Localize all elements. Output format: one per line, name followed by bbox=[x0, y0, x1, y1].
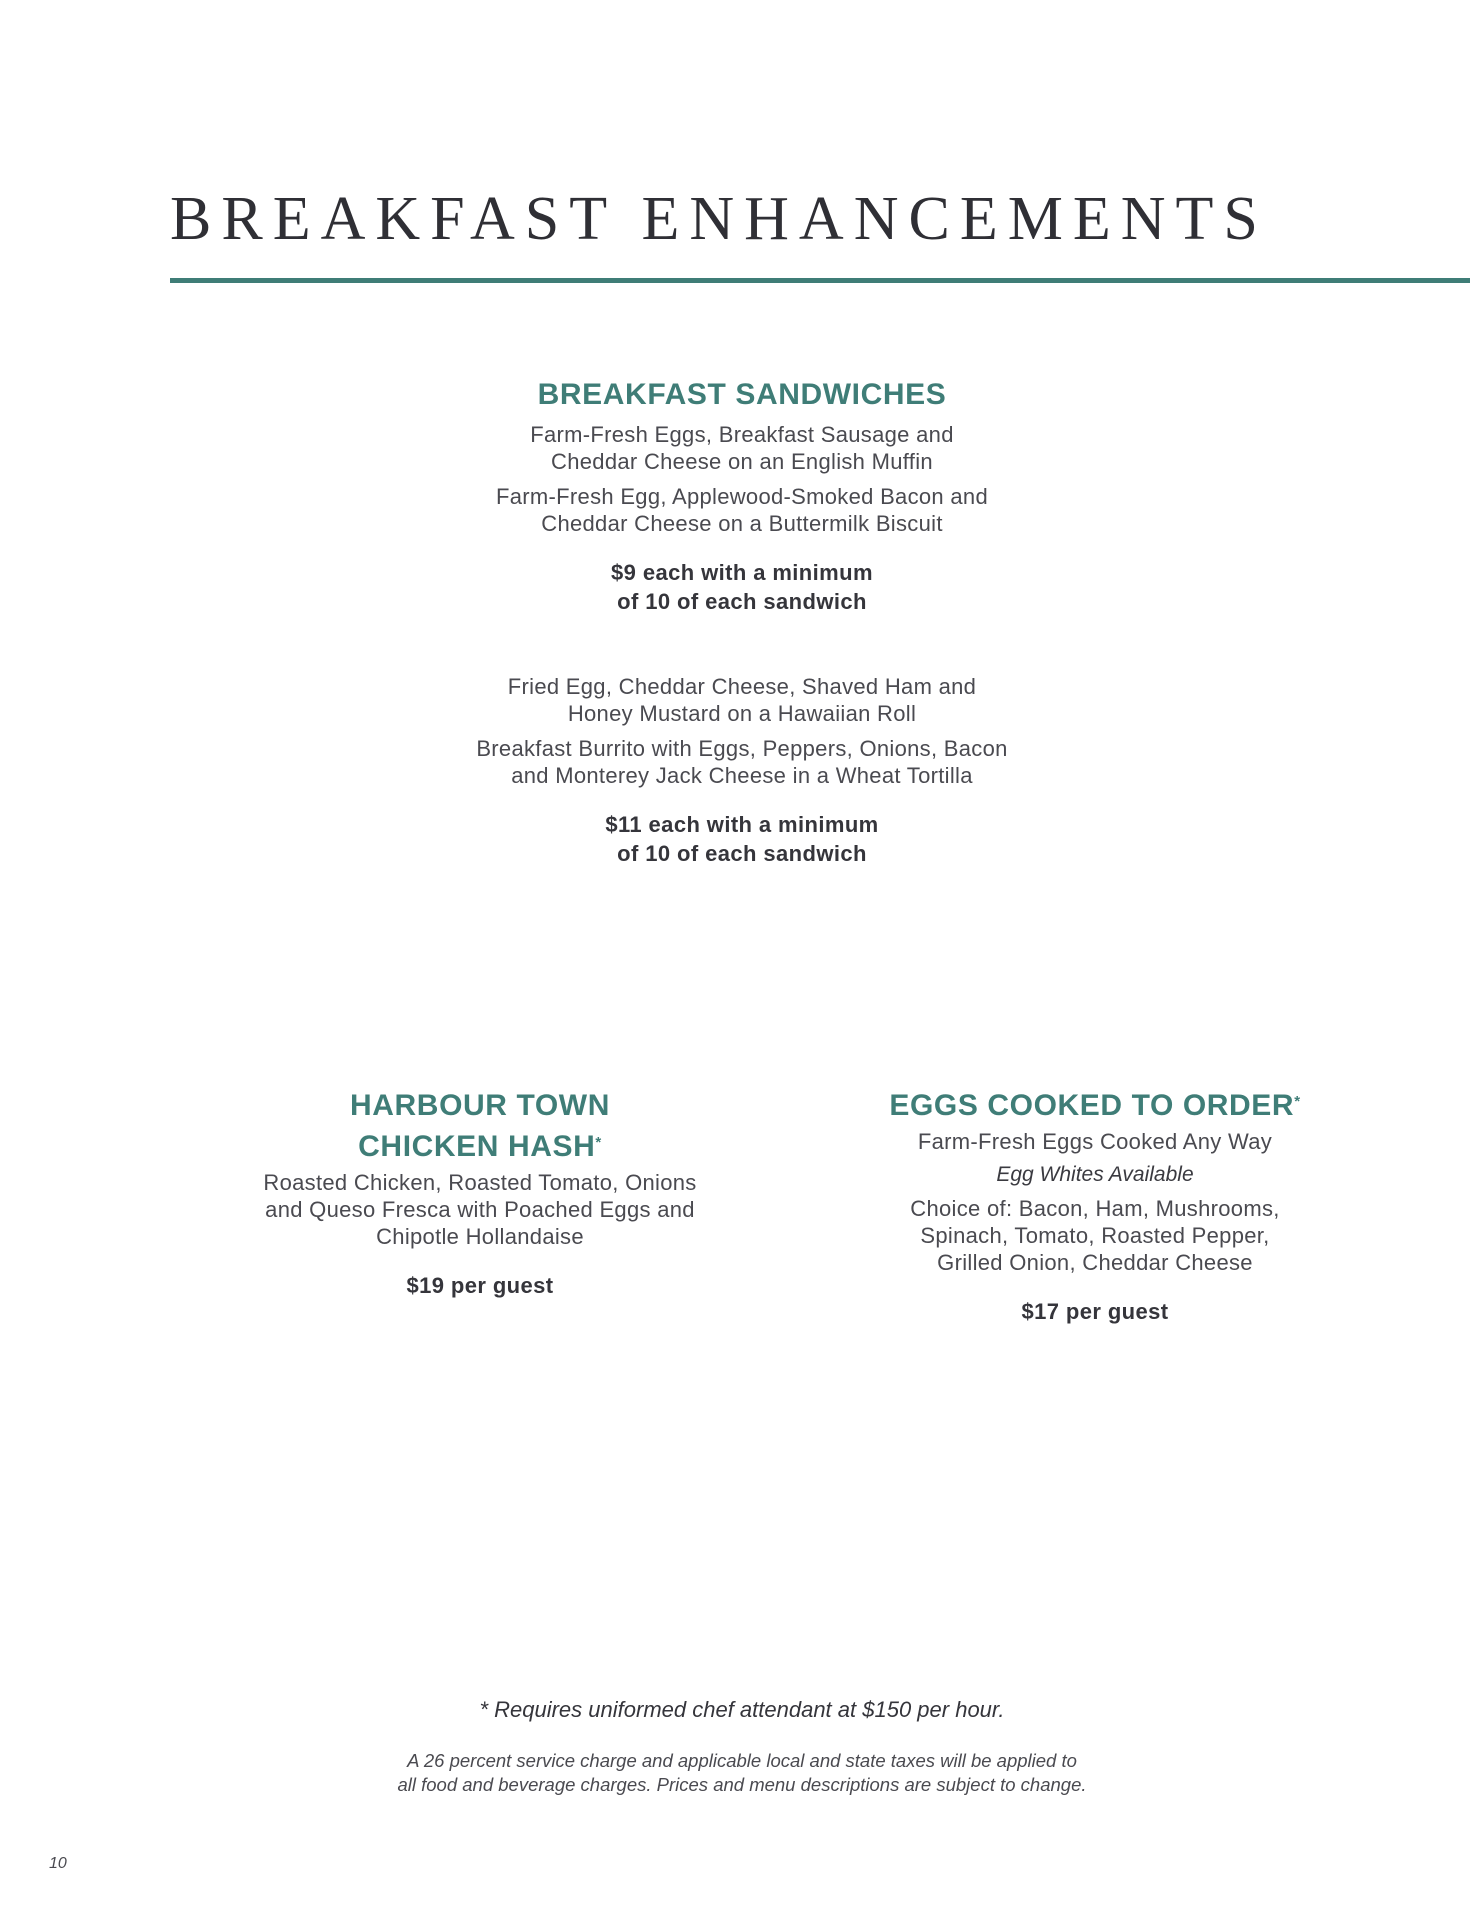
item-description bbox=[220, 1169, 740, 1250]
price-line: $11 each with a minimum bbox=[605, 812, 879, 837]
item-line: Cheddar Cheese on an English Muffin bbox=[551, 449, 933, 474]
heading-line: HARBOUR TOWN bbox=[350, 1089, 610, 1122]
menu-item-sausage-muffin bbox=[392, 421, 1092, 475]
note-line: A 26 percent service charge and applicable local and state taxes will be applied to bbox=[407, 1750, 1077, 1771]
item-description: Farm-Fresh Eggs Cooked Any Way bbox=[917, 1129, 1273, 1154]
price-group-2 bbox=[392, 810, 1092, 868]
section-heading bbox=[850, 1085, 1340, 1126]
chicken-hash-section bbox=[220, 1085, 740, 1300]
price-line: of 10 of each sandwich bbox=[617, 841, 867, 866]
breakfast-sandwiches-section bbox=[392, 374, 1092, 868]
item-line: Spinach, Tomato, Roasted Pepper, bbox=[920, 1223, 1270, 1248]
menu-item-bacon-biscuit bbox=[392, 483, 1092, 537]
item-line: Honey Mustard on a Hawaiian Roll bbox=[567, 701, 917, 726]
item-line: Breakfast Burrito with Eggs, Peppers, Onions, Bacon bbox=[476, 736, 1008, 761]
item-line: Farm-Fresh Eggs, Breakfast Sausage and bbox=[530, 422, 954, 447]
page-number: 10 bbox=[49, 1855, 67, 1872]
choices-list bbox=[850, 1195, 1340, 1276]
item-line: Grilled Onion, Cheddar Cheese bbox=[937, 1250, 1253, 1275]
price-line: of 10 of each sandwich bbox=[617, 589, 867, 614]
eggs-to-order-section bbox=[850, 1085, 1340, 1326]
service-charge-note bbox=[242, 1749, 1242, 1797]
item-line: Farm-Fresh Egg, Applewood-Smoked Bacon and bbox=[496, 484, 988, 509]
price-line: $9 each with a minimum bbox=[611, 560, 873, 585]
title-divider bbox=[170, 278, 1470, 283]
asterisk-mark: * bbox=[595, 1134, 602, 1151]
item-line: Choice of: Bacon, Ham, Mushrooms, bbox=[910, 1196, 1280, 1221]
egg-whites-note: Egg Whites Available bbox=[996, 1163, 1194, 1186]
price: $19 per guest bbox=[406, 1273, 554, 1298]
section-heading: BREAKFAST SANDWICHES bbox=[537, 378, 947, 411]
heading-line: CHICKEN HASH bbox=[358, 1130, 596, 1163]
item-line: and Queso Fresca with Poached Eggs and bbox=[265, 1197, 695, 1222]
page-title: BREAKFAST ENHANCEMENTS bbox=[170, 185, 1268, 253]
item-line: Cheddar Cheese on a Buttermilk Biscuit bbox=[541, 511, 943, 536]
item-line: Chipotle Hollandaise bbox=[376, 1224, 584, 1249]
price-group-1 bbox=[392, 558, 1092, 616]
heading-line: EGGS COOKED TO ORDER bbox=[889, 1089, 1295, 1122]
note-line: all food and beverage charges. Prices and menu descriptions are subject to change. bbox=[397, 1774, 1087, 1795]
item-line: Roasted Chicken, Roasted Tomato, Onions bbox=[263, 1170, 697, 1195]
item-line: Fried Egg, Cheddar Cheese, Shaved Ham and bbox=[507, 674, 977, 699]
chef-attendant-note: * Requires uniformed chef attendant at $150 per hour. bbox=[479, 1697, 1005, 1722]
item-line: and Monterey Jack Cheese in a Wheat Tortilla bbox=[511, 763, 973, 788]
section-heading bbox=[220, 1085, 740, 1167]
price: $17 per guest bbox=[1021, 1299, 1169, 1324]
asterisk-mark: * bbox=[1294, 1093, 1301, 1110]
menu-item-hawaiian-roll bbox=[392, 673, 1092, 727]
menu-item-breakfast-burrito bbox=[392, 735, 1092, 789]
